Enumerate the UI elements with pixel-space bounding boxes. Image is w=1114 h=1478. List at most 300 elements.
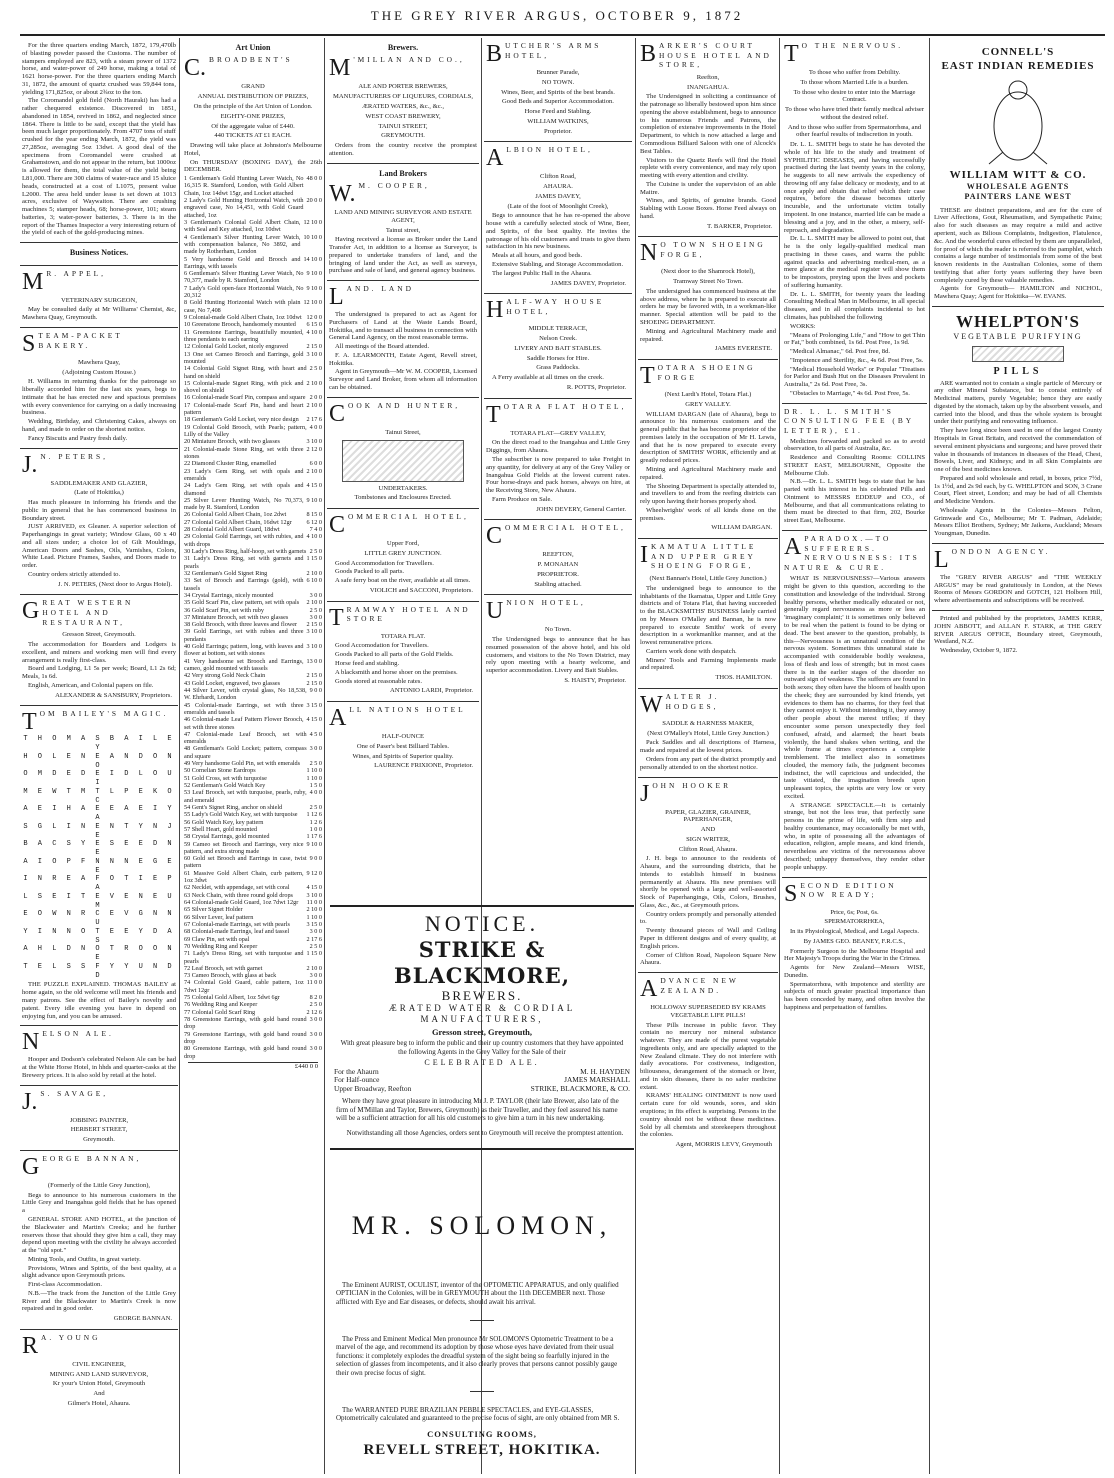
ad-title-text: OHN HOOKER (652, 780, 731, 790)
ad-paragraph: THESE are distinct preparations, and are for the cure of Liver Affections, Gout, Rheumatism, and Sympathetic Pains; also for such diseases as may require a mild and active aperient, such as Bilious Complaints, Indigestion, Flatulence, &c. And the wonderful cures effected by them are unparalleled, for proof of which the reader is referred to the pamphlet, which contains a large number of testimonials from some of the best known residents in the Australian Colonies, some of them testifying that after forty years suffering they have been completely cured by these valuable remedies. (934, 206, 1102, 284)
prize-value: 2 15 0 (306, 343, 322, 351)
prize-item: 61 Massive Gold Albert Chain, curb pattern, 1oz 3dwt (184, 869, 304, 885)
ad-paragraph: Fancy Biscuits and Pastry fresh daily. (28, 434, 128, 442)
solomon-press: The Press and Eminent Medical Men pronounce Mr SOLOMON'S Optometric Treatment to be a marvel of the age, and recommend its adoption by those whose eyes have deviated from their usual functions: it completely explodes the dreadful system of the sight being so fearfully injured in the selection of glasses from incompetents, and it also clearly proves that persons cannot possibly gauge their own precise focus of sight. (336, 1335, 618, 1377)
ad-paragraph: The subscriber is now prepared to take Freight in any quantity, for delivery at any of the Grey Valley or Inangahua Gold Fields at the lowest current rates. Four horse-drays and pack horses, always on hire, at the Receiving Store, New Ahaura. (486, 455, 630, 495)
ad-paragraph: Good Accomodation for Travellers. (335, 642, 429, 650)
prize-row (184, 592, 322, 599)
prize-value: 2 5 0 (309, 548, 322, 556)
prize-value: 9 10 0 (306, 284, 322, 292)
prize-row (184, 775, 322, 782)
ad-paragraph: The Undersigned in soliciting a continuance of the patronage so liberally bestowed upon him since opening the above establishment, begs to announce to his numerous Friends and Patrons, the completion of extensive improvements in the Hotel Department, to which is now attached a large and Commodious Billiard Saloon with one of Alcock's Best Tables. (640, 93, 776, 155)
prize-value: 10 10 0 (303, 233, 322, 241)
drop-cap: S (784, 880, 798, 907)
prize-value: 48 0 0 (306, 175, 322, 183)
prize-item: 9 Colonial-made Gold Albert Chain, 1oz 10dwt (184, 314, 302, 322)
prize-row (184, 365, 322, 380)
drop-cap: G (22, 1153, 40, 1180)
prize-value: 6 12 0 (306, 518, 322, 526)
ad-paragraph: Drawing will take place at Johnston's Melbourne Hotel, (184, 142, 322, 157)
drop-cap: T (329, 604, 344, 631)
drop-cap: R (22, 1332, 39, 1359)
drop-cap: B (640, 41, 657, 67)
ad-line: LITTLE GREY JUNCTION. (364, 549, 442, 557)
prize-row (184, 745, 322, 760)
prize-value: 14 10 0 (303, 255, 322, 263)
ad-paragraph: The accommodation for Boarders and Lodgers is excellent, and miners and working men will find every arrangement is really first-class. (22, 641, 176, 664)
prize-value: 2 12 0 (306, 445, 322, 453)
prize-row (184, 482, 322, 497)
ad-line: Wines, Beer, and Spirits of the best brands. (501, 88, 615, 96)
prize-total: £440 0 0 (188, 1062, 318, 1071)
prize-item: 24 Lady's Gem Ring, set with opals and diamond (184, 482, 304, 497)
ad-paragraph: Agents for Greymouth— HAMILTON and NICHOL, Mawhera Quay; Agent for Hokitika—W. EVANS. (934, 285, 1102, 301)
ad-paragraph: KRAMS' HEALING OINTMENT is now used certain cure for old wounds, sores, and skin eruptions; in fits effect is surprising. Persons in the country should not be without these medicines. Sold by all chemists and storekeepers throughout the colonies. (640, 1092, 776, 1139)
agent-place: For the Ahaurn (334, 1066, 379, 1076)
prize-item: 55 Lady's Gold Watch Key, set with turquoise (184, 811, 298, 819)
prize-value: 1 12 6 (306, 811, 322, 819)
ad-paragraph: The Cuisine is under the supervision of an able Maitre. (640, 180, 776, 196)
ad-signature: GEORGE BANNAN. (113, 1315, 172, 1323)
prize-item: 30 Lady's Dress Ring, half-hoop, set with garnets (184, 548, 307, 556)
advertisement (638, 689, 778, 778)
drop-cap: A (784, 533, 802, 560)
ad-line: Stabling attached. (534, 580, 582, 588)
prize-item: 40 Gold Earrings; pattern, long, with leaves and flower at bottom, set with stones (184, 643, 304, 658)
ad-line: Proprietor. (543, 127, 573, 135)
remedies-figure-icon (934, 76, 1102, 166)
ad-line: To those who have tried their family medical adviser without the desired relief. (784, 106, 925, 121)
prize-item: 2 Lady's Gold Hunting Horizontal Watch, with engraved case, No 14,451, with Gold Guard attached, 1oz (184, 197, 304, 219)
prize-row (184, 899, 322, 906)
advertisement (20, 449, 178, 596)
prize-value: 3 0 0 (309, 745, 322, 753)
prize-row (184, 767, 322, 774)
prize-row (184, 914, 322, 921)
ad-title-text: OOK AND HUNTER, (348, 400, 461, 410)
ad-paragraph: Carriers work done with despatch. (646, 647, 737, 655)
prize-row (184, 811, 322, 818)
ad-line: MIDDLE TERRACE, (528, 325, 588, 333)
ad-title (640, 41, 776, 70)
ad-title-text: O THE NERVOUS. (801, 41, 904, 50)
prize-item: 50 Cornelian Stone Eardrops (184, 767, 256, 775)
drop-cap: M (22, 268, 44, 295)
ad-paragraph: The undersigned has commenced business at the above address, where he is prepared to execute all orders he may be favored with, in a workman-like manner. Special attention will be paid to the SHOEING DEPARTMENT. (640, 287, 776, 327)
ad-paragraph: Medicines forwarded and packed so as to avoid observation, to all parts of Australia, &c. (784, 437, 925, 453)
ad-paragraph: May be consulted daily at Mr Williams' Chemist, &c, Mawhera Quay, Greymouth. (22, 306, 176, 322)
ad-title (486, 145, 630, 172)
prize-row (184, 570, 322, 577)
ad-paragraph: WORKS: (790, 322, 816, 330)
prize-row (184, 979, 322, 994)
prize-item: 77 Colonial Gold Scarf Ring (184, 1008, 256, 1016)
ad-paragraph: J. H. begs to announce to the residents of Ahaura, and the surrounding districts, that he intends to establish himself in business permanently at Ahaura. His new premises will shortly be opened with a large and well-assorted Stock of Paperhangings, Oils, Colors, Brushes, Glass, &c., &c., at Greymouth prices. (640, 855, 776, 909)
ad-paragraph: Printed and published by the proprietors, JAMES KERR, JOHN ABBOTT, and ALLAN F. STARK, at THE GREY RIVER ARGUS OFFICE, Boundary street, Greymouth, Westland, N.Z. (934, 615, 1102, 646)
prize-item: 78 Greenstone Earrings, with gold band round drop (184, 1016, 307, 1031)
ad-title-text: PARADOX.—TO SUFFERERS. NERVOUSNESS: ITS NATURE & CURE. (784, 533, 920, 572)
prize-row (184, 285, 322, 300)
ad-paragraph: Board and Lodging, L1 5s per week; Board, L1 2s 6d; Meals, 1s 6d. (22, 665, 176, 681)
ad-title (640, 542, 776, 571)
ad-title (640, 780, 776, 807)
ad-title (934, 546, 1102, 573)
drop-cap: C (486, 523, 503, 550)
notice-divider (330, 1148, 634, 1150)
ad-line: No Town. (544, 626, 572, 634)
ad-title-text: DR. L. L. SMITH'S CONSULTING FEE (BY LETTER), £1. (784, 406, 914, 435)
notice-firm: STRIKE & BLACKMORE, (393, 937, 571, 988)
prize-row (184, 716, 322, 731)
prize-item: 54 Gent's Signet Ring, anchor on shield (184, 803, 283, 811)
advertisement (484, 595, 632, 690)
prize-row (184, 906, 322, 913)
prize-item: 23 Lady's Gem Ring, set with opals and emeralds (184, 467, 304, 482)
ad-paragraph: Wednesday, October 9, 1872. (940, 647, 1018, 655)
prize-row (184, 643, 322, 658)
ad-line: SPERMATORRHŒA, (824, 918, 885, 926)
ad-line: Good Beds and Superior Accommodation. (502, 98, 614, 106)
prize-row (184, 621, 322, 628)
advertisement (484, 142, 632, 294)
ad-line: PROPRIETOR. (537, 570, 579, 578)
ad-title (329, 55, 477, 82)
ad-paragraph: Wines, and Spirits, of genuine brands. Good Stabling with Loose Boxes. Horse Feed always on hand. (640, 197, 776, 220)
ad-title-text: TEAM-PACKET BAKERY. (38, 330, 123, 350)
ad-paragraph: Having received a license as Broker under the Land Transfer Act, in addition to a license as Surveyor, is prepared to undertake transfers of land, and the bringing of land under the Act, as well as surveys, purchase and sale of land, and general agency business. (329, 236, 477, 275)
advertisement (484, 399, 632, 521)
ad-paragraph: Meals at all hours, and good beds. (492, 252, 583, 260)
prize-row (184, 519, 322, 526)
ad-paragraph: Corner of Clifton Road, Napoleon Square New Ahaura. (640, 951, 776, 967)
ad-line: EIGHTY-ONE PRIZES, (220, 112, 286, 120)
prize-item: 75 Colonial Gold Albert, 1oz 5dwt 6gr (184, 994, 280, 1002)
ad-title-text: O TOWN SHOEING FORGE, (660, 240, 766, 260)
advertisement (782, 878, 927, 1017)
ad-line: UNDERTAKERS. (378, 484, 428, 492)
ad-paragraph: N.B.—The track from the Junction of the Little Grey River and the Blackwater to Martin's Creek is now repaired and in good order. (22, 1289, 176, 1313)
solomon-rooms: CONSULTING ROOMS, (427, 1428, 537, 1439)
advertisement (638, 539, 778, 689)
advertisement (638, 778, 778, 974)
ad-signature: R. POTTS, Proprietor. (566, 383, 626, 391)
ad-paragraph: Wheelwrights' work of all kinds done on the premises. (640, 506, 776, 522)
notice-trade: BREWERS. (441, 987, 523, 1003)
prize-item: 11 Greenstone Earrings, beautifully mounted, three pendants to each earring (184, 328, 304, 343)
prize-row (184, 321, 322, 328)
ad-title-text: NION HOTEL, (506, 598, 586, 608)
prize-item: 22 Diamond Cluster Ring, enamelled (184, 460, 277, 468)
prize-value: 3 10 0 (306, 891, 322, 899)
grid-row: O M D E D E I D L O U I (23, 770, 175, 788)
ad-paragraph: Mining and Agricultural Machinery made and repaired. (640, 465, 776, 481)
ad-paragraph: Orders from any part of the district promptly and personally attended to on the shortest notice. (640, 755, 776, 771)
ad-paragraph: Horse feed and stabling. (335, 659, 400, 667)
ad-title (784, 407, 925, 436)
ad-signature: JAMES DAVEY, Proprietor. (550, 279, 626, 287)
prize-item: 66 Silver Lever, leaf pattern (184, 913, 254, 921)
prize-item: 20 Miniature Brooch, with two glasses (184, 438, 280, 446)
ad-title (22, 709, 176, 736)
ad-paragraph: Dr. L. L. SMITH begs to state he has devoted the whole of his life to the study and treatment of SYPHILITIC DISEASES, and having successfully practised during the last twenty years in the colony, he suggests to all new arrivals the expediency of throwing off any false delicacy or modesty, and to at once apply and obtain that relief which their case requires, before the disease becomes utterly incurable, and the unfortunate victim totally impotent. In one instance, married life can be made a blessing and a joy, and in the other, a misery, self-reproach, and degradation. (784, 141, 925, 234)
ad-line: Kr your's Union Hotel, Greymouth (52, 1380, 146, 1388)
ad-line: REEFTON, (542, 551, 574, 559)
grid-row: E O W N R C E V G N N U (23, 910, 175, 928)
ad-line: Horse Feed and Stabling. (524, 108, 592, 116)
prize-value: 1 10 0 (306, 774, 322, 782)
ad-line: SADDLEMAKER AND GLAZIER, (50, 479, 148, 487)
ad-title (22, 268, 176, 295)
ad-line: Tramway Street No Town. (673, 278, 743, 286)
grid-row: L S E I T E V E N E U M (23, 892, 175, 910)
ad-title (329, 284, 477, 311)
ad-line: Wines, and Spirits of Superior quality. (352, 752, 454, 760)
advertisement (484, 38, 632, 142)
prize-item: 79 Greenstone Earrings, with gold band round drop (184, 1030, 307, 1045)
solomon-name: MR. SOLOMON, (351, 1210, 613, 1240)
advertisement (932, 611, 1104, 660)
prize-value: 2 15 0 (306, 621, 322, 629)
whelpton-sub: VEGETABLE PURIFYING (953, 332, 1083, 342)
ad-paragraph: N.B.—Dr. L. L. SMITH begs to state that he has parted with his interest in his celebrated Pills and Ointment to MESSRS EDDEUP and CO., of Melbourne, and that all communications relating to them must be directed to that firm, 202, Bourke street East, Melbourne. (784, 478, 925, 525)
prize-item: 49 Very handsome Gold Pin, set with emeralds (184, 760, 301, 768)
prize-item: 46 Colonial-made Leaf Pattern Flower Brooch, set with three stones (184, 716, 304, 731)
prize-item: 27 Colonial Gold Albert Chain, 16dwt 12gr (184, 518, 292, 526)
drop-cap: W (640, 691, 663, 718)
prize-item: 17 Colonial-made Scarf Pin, hand and heart pattern (184, 401, 304, 417)
grid-row: I N R E A F O T I E P A (23, 875, 175, 893)
notice-footer: Notwithstanding all those Agencies, orders sent to Greymouth will receive the promptest attention. (346, 1129, 624, 1138)
prize-item: 10 Greenstone Brooch, handsomely mounted (184, 321, 296, 329)
prize-value: 8 15 0 (306, 511, 322, 519)
ad-title-text: OMMERCIAL HOTEL, (505, 523, 626, 533)
masthead-rule (20, 34, 1105, 36)
ad-title-text: OTARA FLAT HOTEL, (503, 401, 627, 411)
prize-value: 1 10 0 (306, 767, 322, 775)
advertisement (327, 38, 479, 164)
prize-item: 35 Gold Scarf Pin, claw pattern, set with opals (184, 599, 300, 607)
ad-line: TOTARA FLAT. (380, 632, 426, 640)
prize-row (184, 884, 322, 891)
prize-value: 9 10 0 (306, 496, 322, 504)
section-heading: Land Brokers (379, 168, 427, 178)
prize-row (184, 526, 322, 533)
prize-value: 4 10 0 (306, 328, 322, 336)
ad-paragraph: A Ferry available at all times on the creek. (492, 374, 604, 382)
ad-line: INANGAHUA. (687, 83, 729, 91)
ad-signature: J. N. PETERS, (Next door to Argus Hotel). (58, 580, 172, 588)
ad-line: Clifton Road, (540, 173, 576, 181)
prize-item: 14 Colonial Gold Signet Ring, with heart and hand on shield (184, 365, 307, 380)
ad-paragraph: ARE warranted not to contain a single particle of Mercury or any other Mineral Substance, but to consist entirely of Medicinal matters, purely Vegetable; hence they are easily digested by the stomach, taken up by the absorbent vessels, and carried into the blood, and thus the whole system is brought under their purifying and renovating influence. (934, 379, 1102, 426)
ad-title (184, 55, 322, 82)
advertisement (638, 360, 778, 539)
prize-item: 1 Gentleman's Gold Hunting Lever Watch, No 16,315 R. Stamford, London, with Gold Albert Chain, 1oz 14dwt 15gr, and Locket attached (184, 175, 304, 197)
drop-cap: N (22, 1029, 40, 1056)
drop-cap: C. (184, 55, 207, 82)
column-rule (324, 38, 325, 1474)
prize-value: 2 5 0 (309, 606, 322, 614)
prize-row (184, 577, 322, 592)
prize-row (184, 424, 322, 439)
ad-line: TAINUI STREET, (378, 122, 428, 130)
drop-cap: L (329, 284, 344, 311)
ad-line: LAND AND MINING SURVEYOR AND ESTATE AGENT, (334, 209, 472, 224)
ad-title-text: KAMATUA LITTLE AND UPPER GREY SHOEING FORGE, (651, 542, 757, 571)
grid-row: A E I H A E E A E I Y A (23, 805, 175, 823)
prize-row (184, 197, 322, 219)
prize-item: 51 Gold Cross, set with turquoise (184, 774, 267, 782)
masthead: THE GREY RIVER ARGUS, OCTOBER 9, 1872 (370, 8, 744, 23)
advertisement (20, 243, 178, 265)
ad-paragraph: Visitors to the Quartz Reefs will find the Hotel replete with every convenience, and may rely upon meeting with every attention and civility. (640, 156, 776, 180)
prize-value: 1 2 6 (309, 818, 322, 826)
agent-place: Upper Broadway, Reefton (334, 1084, 412, 1094)
prize-item: 58 Crystal Earrings, gold mounted (184, 833, 270, 841)
stamp-text: EAST INDIAN REMEDIES (941, 60, 1095, 73)
prize-value: 3 0 0 (309, 1030, 322, 1038)
ad-title (784, 41, 925, 67)
prize-item: 8 Gold Hunting Horizontal Watch with plain case, No 7,408 (184, 299, 301, 314)
ad-title-text: M. COOPER, (358, 181, 430, 190)
prize-value: 8 2 0 (309, 994, 322, 1002)
prize-value: 6 15 0 (306, 321, 322, 329)
ad-line: HERBERT STREET, (70, 1126, 128, 1134)
grid-row: M E W T M T L P E K O C (23, 787, 175, 805)
ad-title (486, 297, 630, 324)
ad-paragraph: The undersigned begs to announce to the inhabitants of the Ikamatua, Upper and Little Grey districts and of Totara Flat, that having succeeded to the BLACKSMITHS' BUSINESS lately carried on by Messrs O'Malley and Bannan, he is now prepared to execute Smiths' work of every description in a workmanlike manner, and at the lowest remunerative prices. (640, 584, 776, 647)
ad-line: MANUFACTURERS OF LIQUEURS, CORDIALS, (332, 93, 473, 101)
drop-cap: I (640, 542, 648, 569)
column-3 (327, 38, 479, 900)
prize-row (184, 687, 322, 702)
prize-row (184, 416, 322, 423)
ad-paragraph: Pack Saddles and all descriptions of Harness, made and repaired at the lowest prices. (640, 739, 776, 755)
ad-title (784, 880, 925, 907)
agent-name: STRIKE, BLACKMORE, & CO. (530, 1084, 630, 1094)
prize-value: 1 17 6 (306, 833, 322, 841)
prize-value: 3 15 0 (306, 920, 322, 928)
notice-address: Gresson street, Greymouth, (431, 1026, 533, 1037)
prize-item: 19 Colonial Gold Brooch, with Pearls; pattern, Lilly of the Valley (184, 423, 307, 439)
drop-cap: T (640, 363, 655, 390)
prize-value: 12 0 0 (306, 314, 322, 322)
ad-line: On the principle of the Art Union of London. (193, 102, 313, 110)
prize-row (184, 672, 322, 679)
ad-line: Price, 6s; Post, 6s. (830, 908, 879, 916)
column-rule (179, 38, 180, 1474)
prize-item: 4 Gentleman's Silver Hunting Lever Watch, with compensation balance, No 3892, and made by Rotherham, London (184, 233, 301, 256)
column-6 (782, 38, 927, 1474)
ad-signature: THOS. HAMILTON. (715, 674, 772, 682)
whelpton-pills: PILLS (993, 365, 1043, 377)
ad-line: P. MONAHAN (537, 561, 579, 569)
prize-value: 2 10 0 (306, 964, 322, 972)
agents-list (330, 1068, 634, 1095)
prize-value: 6 0 0 (309, 460, 322, 468)
prize-row (184, 599, 322, 606)
prize-value: 12 10 0 (303, 218, 322, 226)
prize-item: 60 Gold set Brooch and Earrings in case, twist pattern (184, 855, 307, 870)
ad-line: LIVERY AND BAIT STABLES. (514, 344, 602, 352)
ad-title-text: DVANCE NEW ZEALAND. (660, 976, 739, 995)
prize-item: 36 Gold Scarf Pin, set with ruby (184, 606, 264, 614)
column-7 (932, 38, 1104, 1474)
ad-title (784, 534, 925, 573)
prize-row (184, 270, 322, 285)
prize-row (184, 855, 322, 870)
ad-line: JOBBING PAINTER, (69, 1116, 129, 1124)
prize-row (184, 614, 322, 621)
notice-body: Where they have great pleasure in introducing Mr J. P. TAYLOR (their late Brewer, also late of the firm of M'Millan and Taylor, Brewers, Greymouth) as their Traveller, and they feel assured his name will be a sufficient attraction for all his old customers to give him a turn in his new undertaking. (336, 1097, 619, 1122)
prize-row (184, 628, 322, 643)
prize-value: 3 10 0 (306, 628, 322, 636)
ad-title-text: BROADBENT'S (209, 55, 293, 65)
advertisement (20, 38, 178, 243)
column-rule (779, 38, 780, 1474)
ad-title-text: A. YOUNG (41, 1332, 101, 1342)
prize-item: 65 Silver Signet Holder (184, 906, 243, 914)
prize-row (184, 936, 322, 943)
prize-item: 15 Colonial-made Signet Ring, with pick and shovel on shield (184, 379, 304, 395)
ad-paragraph: Extensive Stabling, and Storage Accommodation. (492, 261, 624, 269)
prize-row (184, 702, 322, 717)
ad-signature: JAMES EVERESTE. (714, 345, 772, 353)
ad-title-text: EORGE BANNAN, (42, 1153, 142, 1163)
stamp-text: WILLIAM WITT & CO. (949, 168, 1087, 181)
ad-paragraph: They have long since been used in one of the largest County Hospitals in Great Britain, and received the commendation of several eminent physicians and surgeons; and have proved their value in thousands of instances in diseases of the Head, Chest, Bowels, Liver, and Kidneys; and in all Skin Complaints are one of the best medicines known. (934, 427, 1102, 474)
ad-title (22, 1332, 176, 1359)
ad-paragraph: Mining Tools, and Outfits, in great variety. (28, 1255, 141, 1263)
prize-item: 34 Crystal Earrings, nicely mounted (184, 591, 274, 599)
ad-paragraph: Begs to announce that he has re-opened the above house with a carefully selected stock of Wine, Beer, and Spirits, of the best quality. He invites the patronage of his old customers and trusts to give them satisfaction in his new business. (486, 212, 630, 251)
ad-title-text: S. SAVAGE, (40, 1088, 109, 1098)
ad-line: Grass Paddocks. (536, 364, 580, 372)
drop-cap: T (486, 401, 501, 428)
ad-signature: ANTONIO LARDI, Proprietor. (389, 687, 473, 695)
ad-line: (Next Lardi's Hotel, Totara Flat.) (664, 391, 752, 399)
ad-line: PAPER, GLAZIER, GRAINER, PAPERHANGER, (665, 808, 751, 824)
ad-line: AHAURA. (543, 183, 573, 191)
notice-intro: With great pleasure beg to inform the public and their up country customers that they have appointed the following Agents in the Grey Valley for the Sale of their (340, 1039, 624, 1056)
ad-line: Reefton, (696, 73, 720, 81)
drop-cap: B (486, 41, 503, 67)
solomon-intro: The Eminent AURIST, OCULIST, inventor of the OPTOMETIC APPARATUS, and only qualified OPTICIAN in the Colonies, will be in GREYMOUTH about the 11th DECEMBER next. Those afflicted with Eye and Ear diseases, or defects, should await his arrival. (336, 1280, 619, 1306)
prize-value: 13 0 0 (306, 657, 322, 665)
ad-paragraph: First-class Accommodation. (28, 1281, 102, 1289)
drop-cap: S (22, 330, 36, 357)
prize-row (184, 1045, 322, 1060)
prize-value: 4 15 0 (306, 482, 322, 490)
prize-item: 37 Miniature Brooch, set with two glasses (184, 613, 289, 621)
drop-cap: H (486, 297, 504, 324)
prize-item: 16 Colonial-made Scarf Pin, compass and square (184, 394, 306, 402)
prize-item: 53 Leaf Brooch, set with turquoise, pearls, ruby, and emerald (184, 789, 307, 804)
prize-value: 2 17 6 (306, 935, 322, 943)
ad-title (329, 181, 477, 207)
prize-row (184, 234, 322, 256)
prize-item: 52 Gentleman's Gold Watch Key (184, 782, 266, 790)
separator (470, 1320, 494, 1321)
drop-cap: C (329, 512, 346, 539)
ad-line: To those who suffer from Debility. (808, 69, 901, 76)
ad-paragraph: Spermatorrhœa, with impotence and sterility are subjects of much greater practical importance than has been conceded by many, and often involve the happiness and perpetuation of families. (784, 980, 925, 1011)
prize-value: 3 0 0 (309, 591, 322, 599)
prize-item: 48 Gentleman's Gold Locket; pattern, compass and square (184, 745, 307, 760)
ad-paragraph: WILLIAM DARGAN (late of Ahaura), begs to announce to his numerous customers and the general public that he has become proprietor of the premises lately in the occupation of Mr H. Lewis, and that he is now prepared to execute every description of SMITHS' WORK, efficiently and at greatly reduced prices. (640, 410, 776, 465)
prize-value: 2 10 0 (306, 599, 322, 607)
prize-item: 32 Gentleman's Gold Signet Ring (184, 569, 268, 577)
